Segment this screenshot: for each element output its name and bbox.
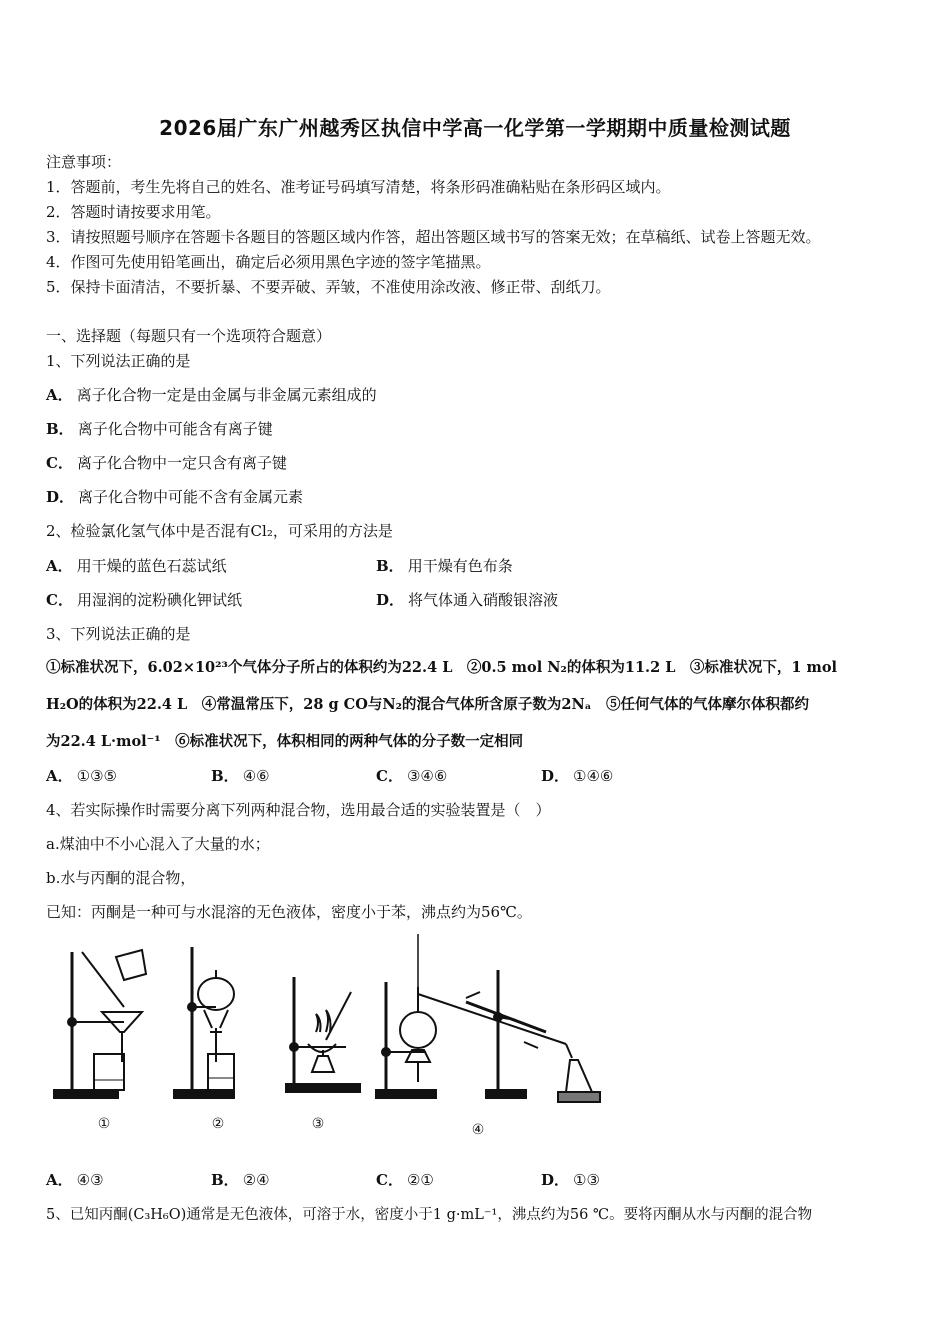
figure-label-1: ① (97, 1116, 111, 1132)
q2-option-c: C． 用湿润的淀粉碘化钾试纸 (46, 591, 242, 609)
q1-option-b: B． 离子化合物中可能含有离子键 (46, 420, 273, 438)
notice-item: 5．保持卡面清洁，不要折暴、不要弄破、弄皱，不准使用涂改液、修正带、刮纸刀。 (46, 278, 611, 296)
q4-option-a: A． ④③ (46, 1171, 104, 1189)
q3-option-a: A． ①③⑤ (46, 767, 117, 785)
figure-label-2: ② (211, 1116, 225, 1132)
q3-option-b: B． ④⑥ (211, 767, 270, 785)
evaporation-apparatus (286, 977, 360, 1092)
q4-option-c: C． ②① (376, 1171, 434, 1189)
filtration-apparatus (54, 950, 146, 1098)
q4-option-d: D． ①③ (541, 1171, 600, 1189)
question-3-statement-line: H₂O的体积为22.4 L ④常温常压下，28 g CO与N₂的混合气体所含原子数为2Nₐ ⑤任何气体的气体摩尔体积都约 (46, 696, 810, 713)
q1-option-a: A． 离子化合物一定是由金属与非金属元素组成的 (46, 386, 377, 404)
q1-option-c: C． 离子化合物中一定只含有离子键 (46, 454, 287, 472)
question-4-item-a: a.煤油中不小心混入了大量的水； (46, 835, 270, 853)
distillation-apparatus (376, 934, 600, 1102)
question-4-item-b: b.水与丙酮的混合物， (46, 869, 196, 887)
question-3-stem: 3、下列说法正确的是 (46, 625, 191, 643)
q1-option-d: D． 离子化合物中可能不含有金属元素 (46, 488, 304, 506)
q3-option-d: D． ①④⑥ (541, 767, 614, 785)
question-1-stem: 1、下列说法正确的是 (46, 352, 191, 370)
q2-option-a: A． 用干燥的蓝色石蕊试纸 (46, 557, 227, 575)
question-5-stem: 5、已知丙酮(C₃H₆O)通常是无色液体，可溶于水，密度小于1 g·mL⁻¹，沸点约为56 ℃。要将丙酮从水与丙酮的混合物 (46, 1207, 813, 1223)
notice-item: 2．答题时请按要求用笔。 (46, 203, 221, 221)
question-2-stem: 2、检验氯化氢气体中是否混有Cl₂，可采用的方法是 (46, 522, 393, 540)
q4-option-b: B． ②④ (211, 1171, 270, 1189)
question-3-statement-line: 为22.4 L·mol⁻¹ ⑥标准状况下，体积相同的两种气体的分子数一定相同 (46, 733, 524, 750)
q3-option-c: C． ③④⑥ (376, 767, 448, 785)
notice-item: 4．作图可先使用铅笔画出，确定后必须用黑色字迹的签字笔描黑。 (46, 253, 491, 271)
figure-label-4: ④ (471, 1122, 485, 1138)
question-4-stem: 4、若实际操作时需要分离下列两种混合物，选用最合适的实验装置是（ ） (46, 801, 551, 819)
page-title: 2026届广东广州越秀区执信中学高一化学第一学期期中质量检测试题 (159, 116, 791, 140)
notice-item: 3．请按照题号顺序在答题卡各题目的答题区域内作答，超出答题区域书写的答案无效；在草稿纸、试卷上答题无效。 (46, 228, 821, 246)
separatory-funnel-apparatus (174, 947, 234, 1098)
notice-item: 1．答题前，考生先将自己的姓名、准考证号码填写清楚，将条形码准确粘贴在条形码区域内。 (46, 178, 671, 196)
question-3-statement-line: ①标准状况下，6.02×10²³个气体分子所占的体积约为22.4 L ②0.5 mol N₂的体积为11.2 L ③标准状况下，1 mol (46, 659, 838, 676)
figure-label-3: ③ (311, 1116, 325, 1132)
q2-option-b: B． 用干燥有色布条 (376, 557, 513, 575)
question-4-known: 已知：丙酮是一种可与水混溶的无色液体，密度小于苯，沸点约为56℃。 (46, 903, 532, 921)
lab-apparatus-figure (46, 932, 606, 1142)
q2-option-d: D． 将气体通入硝酸银溶液 (376, 591, 559, 609)
notice-heading: 注意事项： (46, 153, 122, 171)
section-heading: 一、选择题（每题只有一个选项符合题意） (46, 327, 332, 345)
